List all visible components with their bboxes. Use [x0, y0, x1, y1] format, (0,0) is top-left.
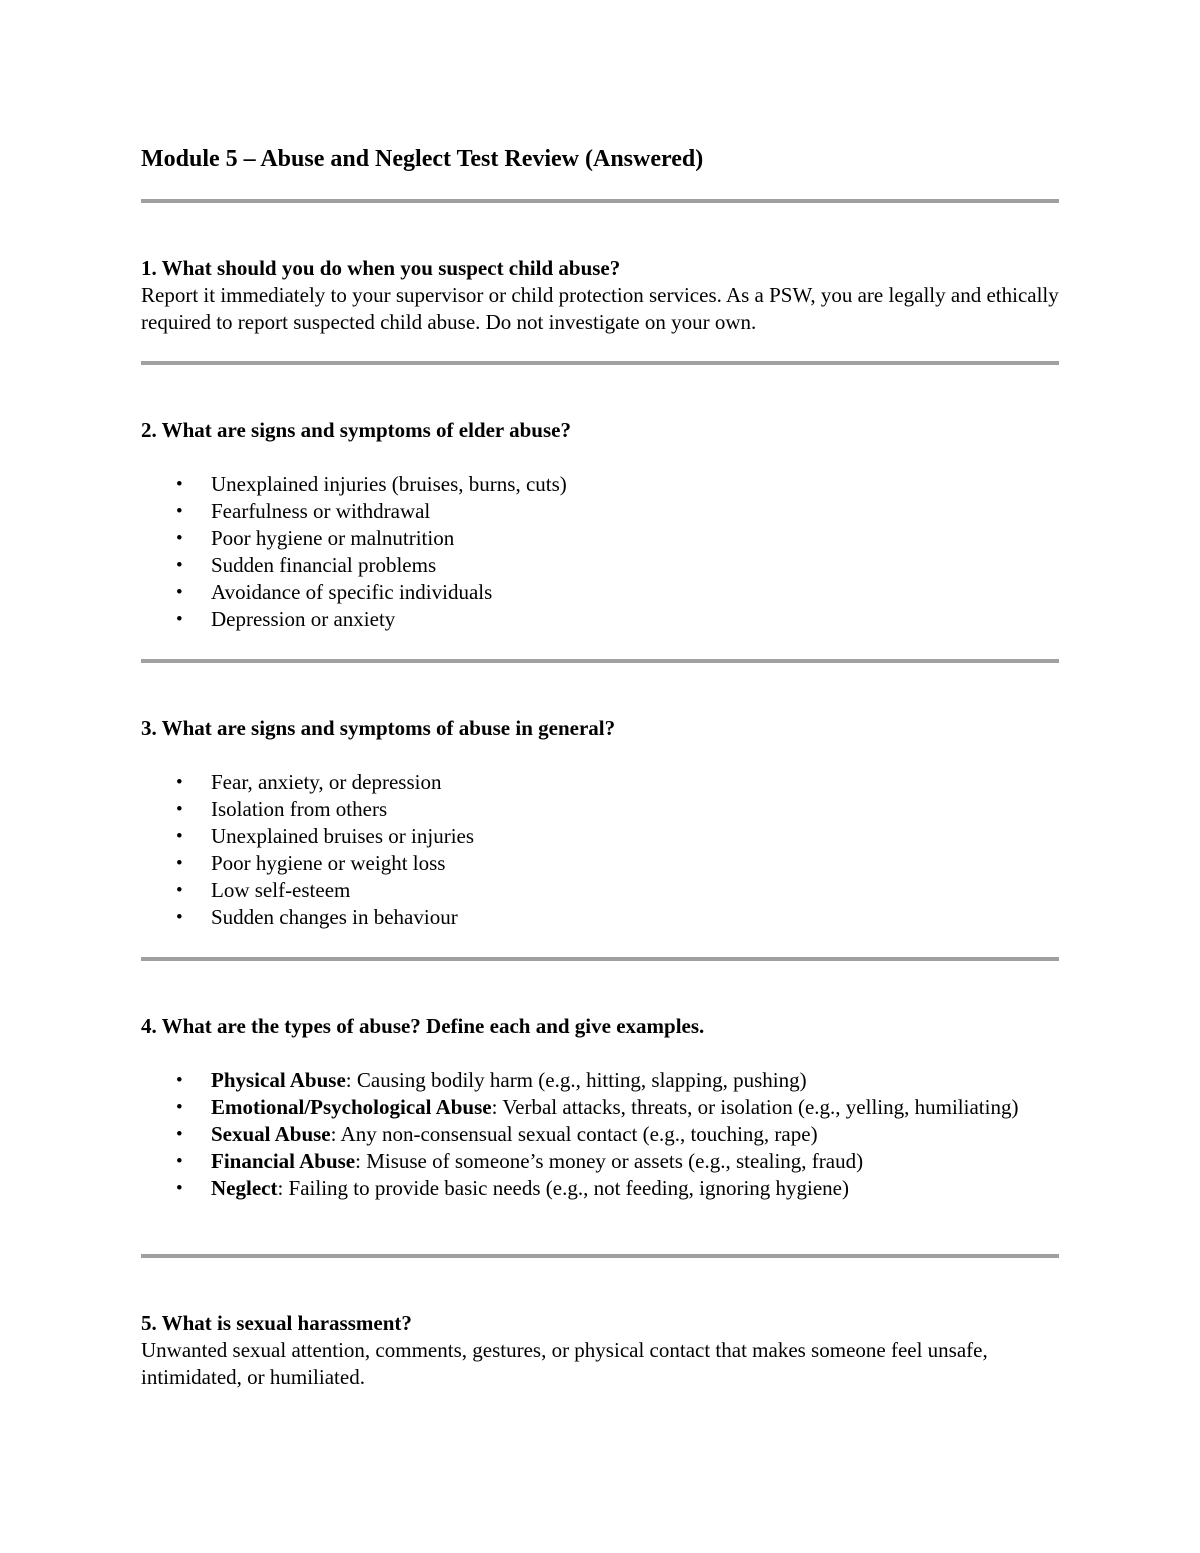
- abuse-type-term: Sexual Abuse: [211, 1122, 331, 1146]
- list-item: • Fear, anxiety, or depression: [176, 770, 442, 794]
- abuse-type-term: Neglect: [211, 1176, 278, 1200]
- question-2-title: 2. What are signs and symptoms of elder abuse?: [141, 418, 571, 442]
- list-item: [141, 1175, 1059, 1202]
- bullet-icon: •: [176, 582, 183, 603]
- abuse-type-definition: : Causing bodily harm (e.g., hitting, slapping, pushing): [345, 1068, 807, 1092]
- list-item: • Unexplained injuries (bruises, burns, cuts): [176, 472, 567, 496]
- question-4-list: [141, 1067, 1059, 1202]
- bullet-icon: •: [176, 853, 183, 874]
- bullet-icon: •: [176, 826, 183, 847]
- bullet-icon: •: [176, 880, 183, 901]
- list-item: • Poor hygiene or malnutrition: [176, 526, 455, 550]
- question-1-title: 1. What should you do when you suspect child abuse?: [141, 256, 621, 280]
- list-item: [141, 1067, 1059, 1094]
- list-item: • Low self-esteem: [176, 878, 351, 902]
- question-2-list: [141, 471, 1059, 633]
- divider: [141, 957, 1059, 961]
- page-title: Module 5 – Abuse and Neglect Test Review (Answered): [141, 146, 704, 172]
- list-item: • Unexplained bruises or injuries: [176, 824, 475, 848]
- abuse-type-definition: : Verbal attacks, threats, or isolation (e.g., yelling, humiliating): [491, 1095, 1019, 1119]
- question-3-title: 3. What are signs and symptoms of abuse in general?: [141, 716, 616, 740]
- bullet-icon: •: [176, 1070, 183, 1091]
- list-item: • Avoidance of specific individuals: [176, 580, 493, 604]
- list-item: [141, 1094, 1059, 1121]
- list-item: [141, 1148, 1059, 1175]
- bullet-icon: •: [176, 501, 183, 522]
- list-item: • Depression or anxiety: [176, 607, 396, 631]
- question-4-title: 4. What are the types of abuse? Define each and give examples.: [141, 1014, 705, 1038]
- question-4: [141, 1013, 1059, 1202]
- bullet-icon: •: [176, 555, 183, 576]
- list-item: [141, 1121, 1059, 1148]
- bullet-icon: •: [176, 772, 183, 793]
- abuse-type-term: Financial Abuse: [211, 1149, 356, 1173]
- bullet-icon: •: [176, 1178, 183, 1199]
- question-3-list: [141, 769, 1059, 931]
- divider: [141, 361, 1059, 365]
- bullet-icon: •: [176, 609, 183, 630]
- question-2: [141, 417, 1059, 633]
- divider: [141, 199, 1059, 203]
- question-1: [141, 255, 1059, 336]
- abuse-type-term: Physical Abuse: [211, 1068, 346, 1092]
- list-item: • Fearfulness or withdrawal: [176, 499, 431, 523]
- bullet-icon: •: [176, 1124, 183, 1145]
- abuse-type-definition: : Misuse of someone’s money or assets (e.g., stealing, fraud): [355, 1149, 864, 1173]
- bullet-icon: •: [176, 799, 183, 820]
- question-1-answer: Report it immediately to your supervisor or child protection services. As a PSW, you are legally and ethically required to report suspected child abuse. Do not investigate on your own.: [141, 283, 1059, 334]
- bullet-icon: •: [176, 474, 183, 495]
- question-5: [141, 1310, 1059, 1391]
- bullet-icon: •: [176, 528, 183, 549]
- question-5-title: 5. What is sexual harassment?: [141, 1311, 412, 1335]
- bullet-icon: •: [176, 1097, 183, 1118]
- list-item: • Isolation from others: [176, 797, 388, 821]
- list-item: • Sudden financial problems: [176, 553, 437, 577]
- list-item: • Poor hygiene or weight loss: [176, 851, 446, 875]
- bullet-icon: •: [176, 907, 183, 928]
- abuse-type-definition: : Failing to provide basic needs (e.g., not feeding, ignoring hygiene): [277, 1176, 850, 1200]
- abuse-type-definition: : Any non-consensual sexual contact (e.g., touching, rape): [330, 1122, 818, 1146]
- question-3: [141, 715, 1059, 931]
- divider: [141, 659, 1059, 663]
- divider: [141, 1254, 1059, 1258]
- question-5-answer: Unwanted sexual attention, comments, gestures, or physical contact that makes someone feel unsafe, intimidated, or humiliated.: [141, 1338, 988, 1389]
- abuse-type-term: Emotional/Psychological Abuse: [211, 1095, 492, 1119]
- bullet-icon: •: [176, 1151, 183, 1172]
- list-item: • Sudden changes in behaviour: [176, 905, 458, 929]
